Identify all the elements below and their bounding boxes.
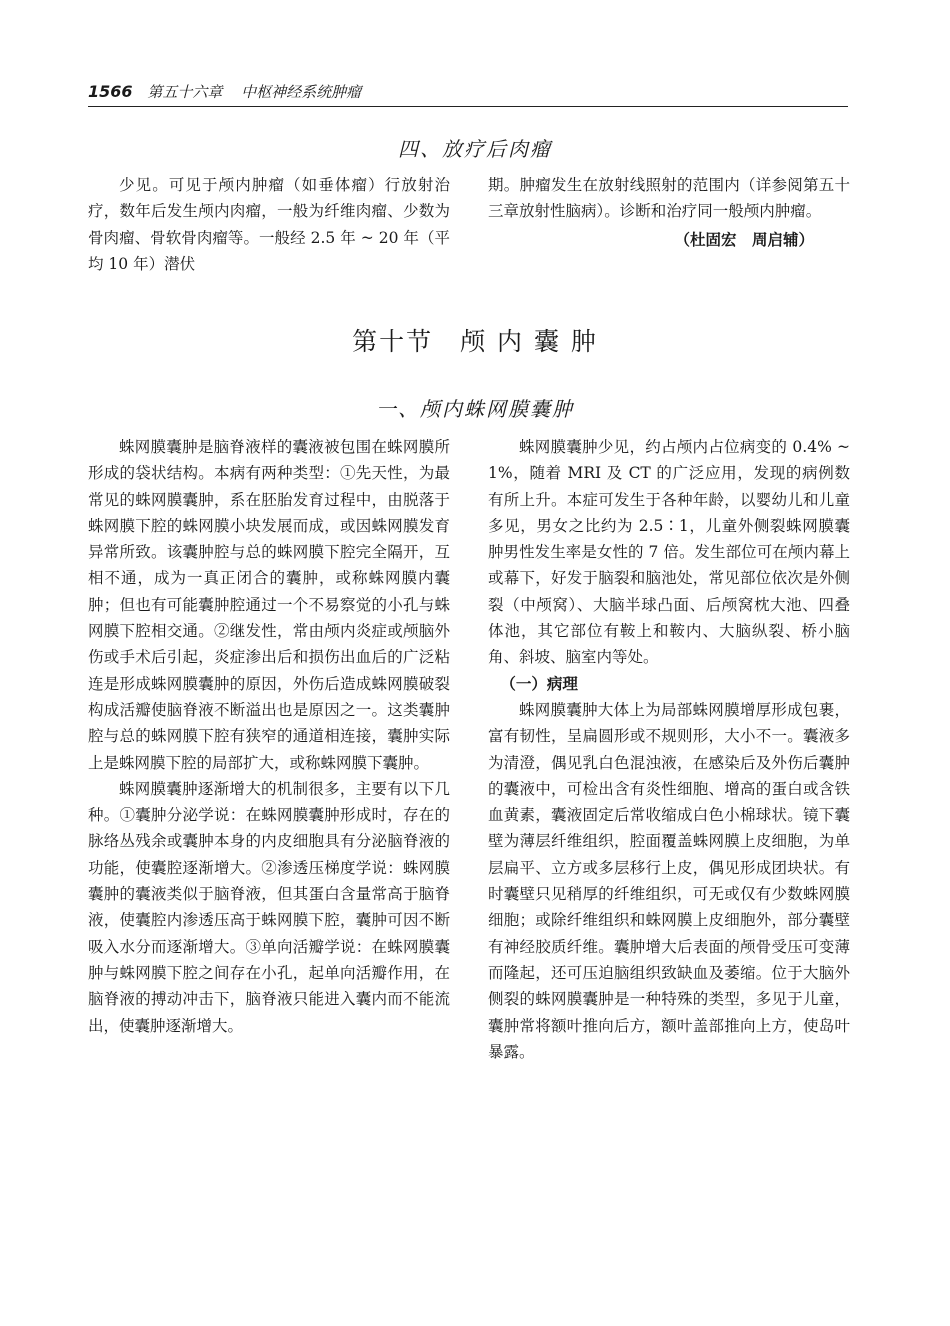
section-heading: 第十节 颅 内 囊 肿 [352, 327, 598, 356]
header-rule [88, 106, 848, 107]
section-subheading: 一、颅内蛛网膜囊肿 [376, 397, 574, 421]
part4-right-paragraph: 期。肿瘤发生在放射线照射的范围内（详参阅第五十三章放射性脑病）。诊断和治疗同一般颅内肿瘤。 [488, 176, 850, 221]
running-header [88, 82, 848, 102]
left-column [88, 434, 450, 1039]
chapter-number: 第五十六章 [147, 83, 223, 101]
part4-left-column [88, 172, 450, 277]
pathology-subheading: （一）病理 [500, 674, 578, 693]
right-paragraph-2: 蛛网膜囊肿大体上为局部蛛网膜增厚形成包裹，富有韧性，呈扁圆形或不规则形，大小不一。囊液多为清澄，偶见乳白色混浊液，在感染后及外伤后囊肿的囊液中，可检出含有炎性细胞、增高的蛋白或含铁血黄素，囊液固定后常收缩成白色小棉球状。镜下囊壁为薄层纤维组织，腔面覆盖蛛网膜上皮细胞，为单层扁平、立方或多层移行上皮，偶见形成团块状。有时囊壁只见稍厚的纤维组织，可无或仅有少数蛛网膜细胞；或除纤维组织和蛛网膜上皮细胞外，部分囊壁有神经胶质纤维。囊肿增大后表面的颅骨受压可变薄而隆起，还可压迫脑组织致缺血及萎缩。位于大脑外侧裂的蛛网膜囊肿是一种特殊的类型，多见于儿童，囊肿常将额叶推向后方，额叶盖部推向上方，使岛叶暴露。 [488, 700, 850, 1061]
left-paragraph-2: 蛛网膜囊肿逐渐增大的机制很多，主要有以下几种。①囊肿分泌学说：在蛛网膜囊肿形成时，存在的脉络丛残余或囊肿本身的内皮细胞具有分泌脑脊液的功能，使囊腔逐渐增大。②渗透压梯度学说：蛛网膜囊肿的囊液类似于脑脊液，但其蛋白含量常高于脑脊液，使囊腔内渗透压高于蛛网膜下腔，囊肿可因不断吸入水分而逐渐增大。③单向活瓣学说：在蛛网膜囊肿与蛛网膜下腔之间存在小孔，起单向活瓣作用，在脑脊液的搏动冲击下，脑脊液只能进入囊内而不能流出，使囊肿逐渐增大。 [88, 779, 450, 1035]
page-number: 1566 [88, 82, 133, 101]
right-paragraph-1: 蛛网膜囊肿少见，约占颅内占位病变的 0.4% ~ 1%，随着 MRI 及 CT 的广泛应用，发现的病例数有所上升。本症可发生于各种年龄，以婴幼儿和儿童多见，男女之比约为 2.5∶1，儿童外侧裂蛛网膜囊肿男性发生率是女性的 7 倍。发生部位可在颅内幕上或幕下，好发于脑裂和脑池处，常见部位依次是外侧裂（中颅窝）、大脑半球凸面、后颅窝枕大池、四叠体池，其它部位有鞍上和鞍内、大脑纵裂、桥小脑角、斜坡、脑室内等处。 [488, 438, 850, 667]
part4-right-column [488, 172, 850, 253]
authors: （杜固宏 周启辅） [674, 230, 814, 249]
part4-left-paragraph: 少见。可见于颅内肿瘤（如垂体瘤）行放射治疗，数年后发生颅内肉瘤，一般为纤维肉瘤、少数为骨肉瘤、骨软骨肉瘤等。一般经 2.5 年 ~ 20 年（平均 10 年）潜伏 [88, 176, 450, 273]
left-paragraph-1: 蛛网膜囊肿是脑脊液样的囊液被包围在蛛网膜所形成的袋状结构。本病有两种类型：①先天性，为最常见的蛛网膜囊肿，系在胚胎发育过程中，由脱落于蛛网膜下腔的蛛网膜小块发展而成，或因蛛网膜发育异常所致。该囊肿腔与总的蛛网膜下腔完全隔开，互相不通，成为一真正闭合的囊肿，或称蛛网膜内囊肿；但也有可能囊肿腔通过一个不易察觉的小孔与蛛网膜下腔相交通。②继发性，常由颅内炎症或颅脑外伤或手术后引起，炎症渗出后和损伤出血后的广泛粘连是形成蛛网膜囊肿的原因，外伤后造成蛛网膜破裂构成活瓣使脑脊液不断溢出也是原因之一。这类囊肿腔与总的蛛网膜下腔有狭窄的通道相连接，囊肿实际上是蛛网膜下腔的局部扩大，或称蛛网膜下囊肿。 [88, 438, 450, 772]
chapter-title: 中枢神经系统肿瘤 [241, 83, 362, 101]
right-column [488, 434, 850, 1065]
part4-heading: 四、放疗后肉瘤 [398, 137, 552, 161]
